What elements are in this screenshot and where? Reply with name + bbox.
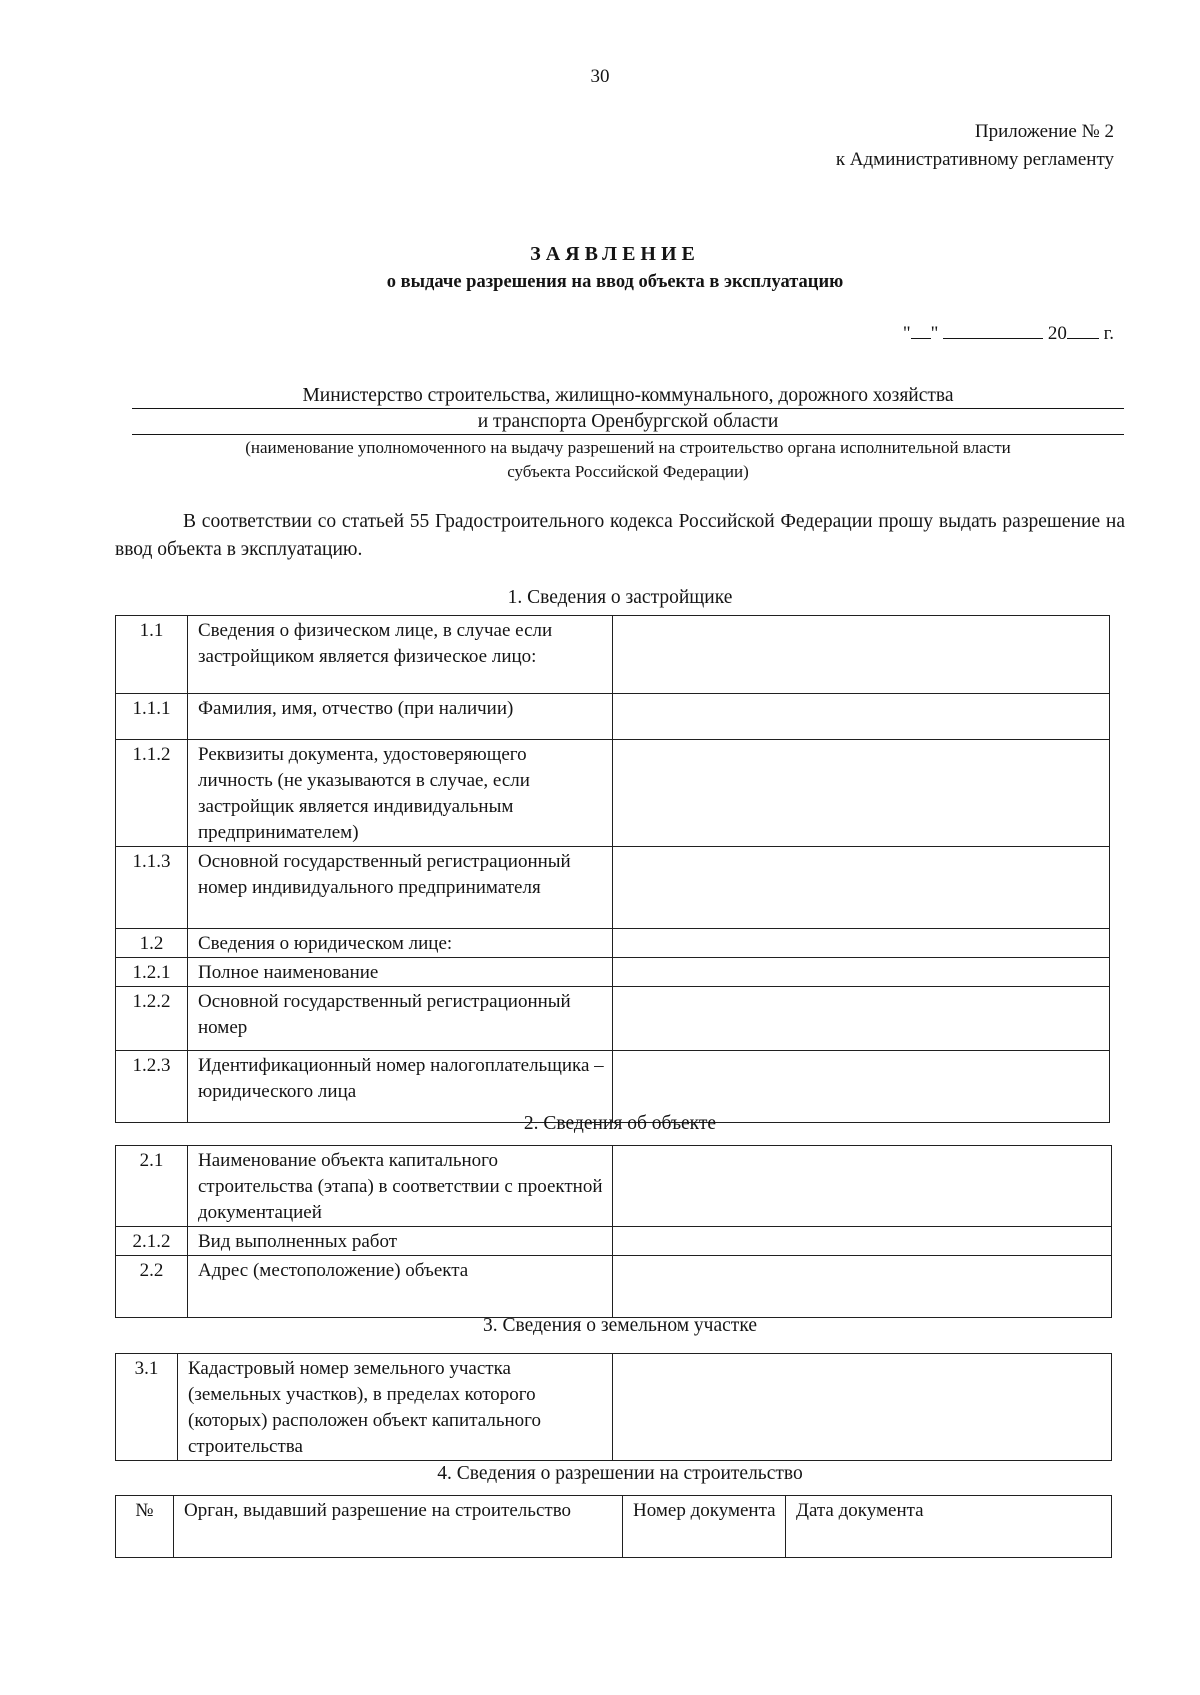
table-row <box>116 847 1110 929</box>
row-label: Идентификационный номер налогоплательщика – юридического лица <box>188 1051 613 1123</box>
row-label: Основной государственный регистрационный номер <box>188 987 613 1051</box>
row-label: Основной государственный регистрационный номер индивидуального предпринимателя <box>188 847 613 929</box>
organization-underline-2 <box>132 434 1124 435</box>
table-row <box>116 616 1110 694</box>
section-4-title: 4. Сведения о разрешении на строительство <box>437 1463 803 1484</box>
document-subtitle: о выдаче разрешения на ввод объекта в эксплуатацию <box>386 272 844 292</box>
row-number: 1.2 <box>116 929 188 958</box>
intro-paragraph: В соответствии со статьей 55 Градостроительного кодекса Российской Федерации прошу выдать разрешение на ввод объекта в эксплуатацию. <box>115 511 1125 560</box>
row-number: 1.1.2 <box>116 740 188 847</box>
section-2-title: 2. Сведения об объекте <box>523 1113 717 1134</box>
value-field[interactable] <box>613 987 1110 1051</box>
appendix-note <box>836 118 1114 174</box>
table-row <box>116 1146 1112 1227</box>
value-field[interactable] <box>613 958 1110 987</box>
column-header-doc-date: Дата документа <box>786 1496 1112 1558</box>
appendix-line-1: Приложение № 2 <box>974 121 1114 142</box>
row-label: Адрес (местоположение) объекта <box>188 1256 613 1318</box>
column-header-issuer: Орган, выдавший разрешение на строительство <box>174 1496 623 1558</box>
value-field[interactable] <box>613 1227 1112 1256</box>
row-label: Сведения о юридическом лице: <box>188 929 613 958</box>
date-year-prefix: 20 <box>1047 323 1067 344</box>
organization-line-2: и транспорта Оренбургской области <box>477 411 779 432</box>
row-label: Наименование объекта капитального строительства (этапа) в соответствии с проектной документацией <box>188 1146 613 1227</box>
organization-line-1: Министерство строительства, жилищно-коммунального, дорожного хозяйства <box>302 385 954 406</box>
column-header-doc-number: Номер документа <box>623 1496 786 1558</box>
value-field[interactable] <box>613 694 1110 740</box>
row-number: 1.1 <box>116 616 188 694</box>
organization-underline-1 <box>132 408 1124 409</box>
row-label: Реквизиты документа, удостоверяющего личность (не указываются в случае, если застройщик является индивидуальным предпринимателем) <box>188 740 613 847</box>
row-label: Фамилия, имя, отчество (при наличии) <box>188 694 613 740</box>
row-number: 2.2 <box>116 1256 188 1318</box>
organization-caption <box>132 436 1124 484</box>
section-4-table <box>115 1495 1112 1558</box>
value-field[interactable] <box>613 929 1110 958</box>
table-row <box>116 929 1110 958</box>
section-2-table <box>115 1145 1112 1318</box>
value-field[interactable] <box>613 1256 1112 1318</box>
page-number: 30 <box>590 66 610 87</box>
document-title: ЗАЯВЛЕНИЕ <box>530 243 700 265</box>
date-day-blank[interactable] <box>911 322 931 339</box>
value-field[interactable] <box>613 616 1110 694</box>
column-header-number: № <box>116 1496 174 1558</box>
value-field[interactable] <box>613 847 1110 929</box>
table-row <box>116 740 1110 847</box>
row-number: 1.2.2 <box>116 987 188 1051</box>
section-1-table <box>115 615 1110 1123</box>
date-quote-open: " <box>902 323 911 344</box>
row-number: 2.1 <box>116 1146 188 1227</box>
table-row <box>116 987 1110 1051</box>
row-number: 3.1 <box>116 1354 178 1461</box>
table-row <box>116 1227 1112 1256</box>
row-number: 1.2.1 <box>116 958 188 987</box>
table-row <box>116 1354 1112 1461</box>
table-row <box>116 1256 1112 1318</box>
value-field[interactable] <box>613 1354 1112 1461</box>
section-3-title: 3. Сведения о земельном участке <box>483 1315 757 1336</box>
table-row <box>116 958 1110 987</box>
row-label: Сведения о физическом лице, в случае если застройщиком является физическое лицо: <box>188 616 613 694</box>
row-number: 1.2.3 <box>116 1051 188 1123</box>
value-field[interactable] <box>613 1051 1110 1123</box>
table-row <box>116 1051 1110 1123</box>
date-quote-close: " <box>930 323 939 344</box>
date-year-blank[interactable] <box>1067 322 1099 339</box>
row-number: 1.1.3 <box>116 847 188 929</box>
organization-caption-line-2: субъекта Российской Федерации) <box>507 462 749 481</box>
appendix-line-2: к Административному регламенту <box>835 149 1114 170</box>
table-header-row <box>116 1496 1112 1558</box>
value-field[interactable] <box>613 740 1110 847</box>
date-year-suffix: г. <box>1103 323 1114 344</box>
organization-caption-line-1: (наименование уполномоченного на выдачу разрешений на строительство органа исполнительной власти <box>245 438 1011 457</box>
value-field[interactable] <box>613 1146 1112 1227</box>
table-row <box>116 694 1110 740</box>
date-line <box>903 322 1114 345</box>
row-label: Полное наименование <box>188 958 613 987</box>
section-3-table <box>115 1353 1112 1461</box>
row-label: Кадастровый номер земельного участка (земельных участков), в пределах которого (которых) расположен объект капитального строительства <box>178 1354 613 1461</box>
section-1-title: 1. Сведения о застройщике <box>507 587 733 608</box>
row-label: Вид выполненных работ <box>188 1227 613 1256</box>
row-number: 2.1.2 <box>116 1227 188 1256</box>
date-month-blank[interactable] <box>943 322 1043 339</box>
row-number: 1.1.1 <box>116 694 188 740</box>
